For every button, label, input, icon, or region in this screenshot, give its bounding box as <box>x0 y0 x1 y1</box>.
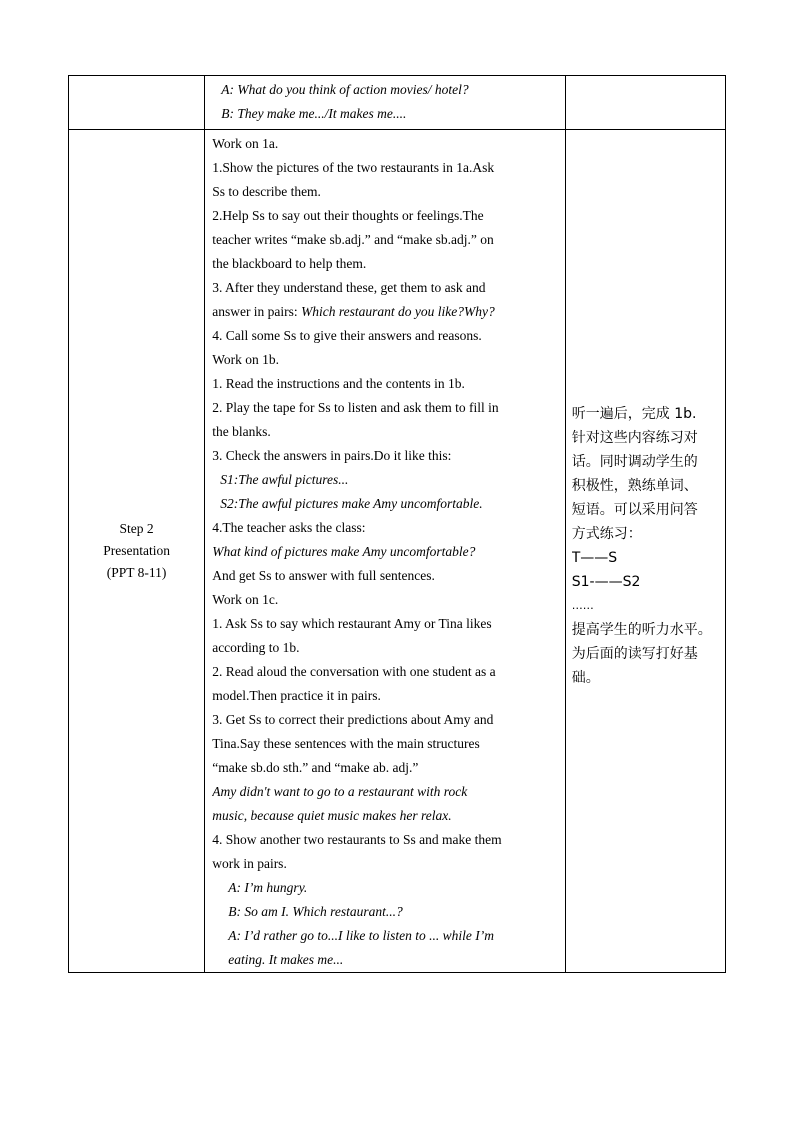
empty-step-cell <box>69 76 205 130</box>
procedure-line <box>212 300 565 324</box>
note-line: …… <box>571 599 594 612</box>
step-label: Step 2 <box>119 521 154 536</box>
dialogue-cell <box>205 76 566 130</box>
example-dialogue-line: S1:The awful pictures... <box>220 472 349 487</box>
procedure-line: 3. Get Ss to correct their predictions about Amy and <box>212 712 494 727</box>
table-row <box>69 76 726 130</box>
example-dialogue-line: eating. It makes me... <box>228 952 344 967</box>
example-dialogue-line: A: I’d rather go to...I like to listen to ... while I’m <box>228 928 495 943</box>
note-line: 听一遍后，完成 1b. <box>571 406 697 422</box>
notes-cell <box>565 130 725 973</box>
note-line: 提高学生的听力水平。 <box>571 622 712 638</box>
note-line: 针对这些内容练习对 <box>571 430 698 446</box>
procedure-line: “make sb.do sth.” and “make ab. adj.” <box>212 760 419 775</box>
procedure-line: 3. After they understand these, get them to ask and <box>212 280 486 295</box>
procedure-line: 2. Read aloud the conversation with one student as a <box>212 664 496 679</box>
example-dialogue-line: S2:The awful pictures make Amy uncomfortable. <box>220 496 483 511</box>
example-dialogue-line: A: I’m hungry. <box>228 880 308 895</box>
procedure-line: 1. Ask Ss to say which restaurant Amy or Tina likes <box>212 616 492 631</box>
example-dialogue-line: B: So am I. Which restaurant...? <box>228 904 403 919</box>
procedure-line: 4. Call some Ss to give their answers and reasons. <box>212 328 482 343</box>
procedure-line: the blanks. <box>212 424 271 439</box>
note-line: S1-——S2 <box>571 574 641 590</box>
note-line: 为后面的读写打好基 <box>571 646 698 662</box>
step-ppt-range: (PPT 8-11) <box>106 565 167 580</box>
note-line: T——S <box>571 550 618 566</box>
note-line: 方式练习： <box>571 526 642 542</box>
empty-notes-cell <box>565 76 725 130</box>
procedure-line: teacher writes “make sb.adj.” and “make sb.adj.” on <box>212 232 494 247</box>
table-row <box>69 130 726 973</box>
procedure-line: 4. Show another two restaurants to Ss and make them <box>212 832 502 847</box>
step-cell <box>69 130 205 973</box>
note-line: 短语。可以采用问答 <box>571 502 698 518</box>
procedure-line: according to 1b. <box>212 640 300 655</box>
dialogue-line: A: What do you think of action movies/ hotel? <box>221 82 469 97</box>
procedure-line: 2. Play the tape for Ss to listen and ask them to fill in <box>212 400 499 415</box>
example-question: Which restaurant do you like?Why? <box>301 304 495 319</box>
section-heading: Work on 1a. <box>212 136 279 151</box>
dialogue-line: B: They make me.../It makes me.... <box>221 106 407 121</box>
step-title: Presentation <box>103 543 170 558</box>
procedure-line: 2.Help Ss to say out their thoughts or feelings.The <box>212 208 484 223</box>
procedure-line: And get Ss to answer with full sentences. <box>212 568 435 583</box>
lesson-plan-table <box>68 75 726 973</box>
example-question: What kind of pictures make Amy uncomfortable? <box>212 544 476 559</box>
procedure-line: 3. Check the answers in pairs.Do it like this: <box>212 448 452 463</box>
procedure-line: Tina.Say these sentences with the main structures <box>212 736 480 751</box>
note-line: 积极性，熟练单词、 <box>571 478 698 494</box>
procedure-line: model.Then practice it in pairs. <box>212 688 381 703</box>
procedure-cell <box>205 130 566 973</box>
procedure-line: Ss to describe them. <box>212 184 321 199</box>
example-sentence: music, because quiet music makes her relax. <box>212 808 452 823</box>
procedure-text: answer in pairs: <box>212 304 298 319</box>
example-sentence: Amy didn't want to go to a restaurant with rock <box>212 784 468 799</box>
note-line: 础。 <box>571 670 600 686</box>
section-heading: Work on 1b. <box>212 352 279 367</box>
procedure-line: 1. Read the instructions and the contents in 1b. <box>212 376 465 391</box>
section-heading: Work on 1c. <box>212 592 279 607</box>
procedure-line: work in pairs. <box>212 856 287 871</box>
procedure-line: 4.The teacher asks the class: <box>212 520 366 535</box>
procedure-line: 1.Show the pictures of the two restaurants in 1a.Ask <box>212 160 495 175</box>
note-line: 话。同时调动学生的 <box>571 454 698 470</box>
procedure-line: the blackboard to help them. <box>212 256 367 271</box>
